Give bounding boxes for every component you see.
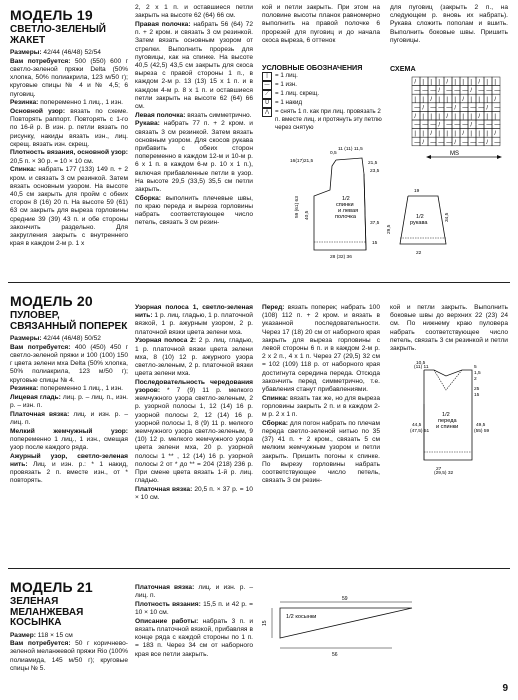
chart-stitch: | bbox=[454, 79, 456, 86]
paragraph bbox=[262, 420, 380, 486]
chart-stitch: / bbox=[462, 96, 465, 103]
paragraph bbox=[135, 486, 253, 502]
paragraph bbox=[135, 584, 253, 600]
paragraph bbox=[135, 112, 253, 120]
chart-stitch: — bbox=[478, 88, 485, 95]
legend-item bbox=[262, 72, 384, 81]
chart-stitch: | bbox=[438, 96, 440, 103]
paragraph-key: Спинка: bbox=[262, 394, 290, 402]
chart-stitch: — bbox=[478, 105, 485, 112]
chart-stitch: — bbox=[462, 122, 469, 129]
paragraph-text: лиц. и изн. р. – лиц. п. bbox=[135, 584, 253, 600]
chart-stitch: / bbox=[446, 114, 449, 120]
dimension-label: 37,5 bbox=[370, 221, 380, 226]
chart-cell bbox=[436, 94, 444, 103]
chart-cell bbox=[420, 129, 428, 138]
paragraph-key: Мелкий жемчужный узор: bbox=[10, 427, 128, 435]
paragraph-key: Вам потребуется: bbox=[10, 57, 75, 65]
model-20-text-2 bbox=[135, 304, 253, 503]
paragraph-text: вязать симметрично. bbox=[187, 111, 252, 119]
chart-stitch: / bbox=[454, 105, 457, 112]
paragraph bbox=[135, 337, 253, 378]
dimension-label: 40,5 bbox=[305, 210, 310, 220]
paragraph bbox=[135, 120, 253, 194]
paragraph-text: 400 (450) 450 г светло-зеленой пряжи и 100 (100) 150 г цвета зелени мха Delta (50% хлопка, 50% полиакрила, 123 м/50 г); круговые спицы № 4. bbox=[10, 343, 128, 384]
dimension-label: 16(17)21,5 bbox=[290, 159, 314, 164]
legend-text: = 1 лиц. bbox=[275, 72, 298, 79]
dimension-label: (29,5) 32 bbox=[434, 471, 454, 476]
paragraph-key: Размер: bbox=[10, 631, 38, 639]
model-19-text-3: кой и петли закрыть. При этом на половине высоты планок равномерно выполнить на правой полочке 6 прорезей для пуговиц и до начала скоса выреза, 6 оттенок bbox=[262, 4, 380, 44]
paragraph-text: выполнить плечевые швы, по краю переда и выреза горловины набрать соответствующее число петель, связать 3 см резин- bbox=[135, 194, 253, 227]
dimension-label: 59 (61) 63 bbox=[295, 196, 300, 218]
chart-stitch: | bbox=[462, 114, 464, 120]
chart-stitch: — bbox=[486, 122, 493, 129]
chart-stitch: — bbox=[446, 105, 453, 112]
chart-stitch: — bbox=[446, 139, 453, 146]
chart-cell bbox=[428, 111, 436, 120]
legend-item bbox=[262, 90, 384, 99]
paragraph bbox=[135, 304, 253, 337]
paragraph-key: Резинка: bbox=[10, 385, 41, 393]
paragraph-key: Последовательность чередования узоров: bbox=[135, 378, 253, 395]
divider bbox=[8, 568, 510, 569]
chart-stitch: / bbox=[454, 139, 457, 146]
legend-symbol-icon: U bbox=[262, 99, 272, 108]
paragraph-text: попеременно 1 лиц., 1 изн. bbox=[40, 99, 123, 107]
paragraph-key: Размеры: bbox=[10, 49, 44, 56]
chart-stitch: / bbox=[430, 131, 433, 138]
dimension-label: 27 bbox=[436, 467, 442, 472]
chart-stitch: — bbox=[462, 139, 469, 146]
chart-stitch: / bbox=[446, 79, 449, 86]
chart-stitch: — bbox=[422, 122, 429, 129]
chart-stitch: — bbox=[494, 122, 501, 129]
scheme-title: СХЕМА bbox=[390, 64, 416, 73]
chart-stitch: / bbox=[478, 79, 481, 86]
legend-list bbox=[262, 72, 384, 132]
paragraph-key: Резинка: bbox=[10, 99, 41, 107]
chart-cell bbox=[484, 94, 492, 103]
paragraph bbox=[10, 632, 128, 640]
legend-symbol-icon: ⋀ bbox=[262, 108, 272, 117]
paragraph-text: лиц. р. – лиц. п., изн. р. – изн. п. bbox=[10, 393, 128, 410]
chart-cell bbox=[452, 94, 460, 103]
dimension-label: 1,5 bbox=[474, 371, 481, 376]
chart-stitch: / bbox=[486, 105, 489, 112]
chart-stitch: — bbox=[478, 139, 485, 146]
chart-cell bbox=[436, 77, 444, 86]
paragraph-key: Описание работы: bbox=[135, 617, 203, 625]
legend-item bbox=[262, 99, 384, 108]
model-19-text-2 bbox=[135, 4, 253, 228]
paragraph bbox=[10, 99, 128, 107]
paragraph bbox=[10, 58, 128, 99]
chart-stitch: | bbox=[422, 131, 424, 138]
chart-stitch: — bbox=[486, 88, 493, 95]
paragraph-text: 42/44 (46/48) 50/52 bbox=[43, 335, 101, 342]
chart-stitch: — bbox=[478, 122, 485, 129]
paragraph-key: Платочная вязка: bbox=[135, 485, 195, 493]
chart-stitch: | bbox=[470, 114, 472, 120]
paragraph-text: вязать поперек; набрать 100 (108) 112 п. + 2 кром. и вязать в указанной последовательности. Через 17 (18) 20 см от наборного края закрыть для выреза горловины с левой стороны 6 п. и в каждом 2-м р. 2 х 2 п., 4 х 1 п. Через 27 (29,5) 32 см = 102 (109) 118 р. от наборного края достигнута середина переда. Отсюда закончить перед симметрично, т.е. убавления станут прибавлениями. bbox=[262, 304, 380, 394]
chart-stitch: / bbox=[422, 105, 425, 112]
model-20-pattern bbox=[410, 356, 510, 476]
chart-cell bbox=[436, 129, 444, 138]
paragraph bbox=[10, 394, 128, 410]
legend-title: УСЛОВНЫЕ ОБОЗНАЧЕНИЯ bbox=[262, 63, 363, 72]
chart-cell bbox=[484, 111, 492, 120]
model-21-pattern bbox=[262, 594, 432, 674]
pattern-label-back: 1/2 спинки и левая полочка bbox=[335, 196, 359, 220]
chart-stitch: — bbox=[446, 88, 453, 95]
dimension-label: 59 bbox=[342, 596, 348, 602]
chart-cell bbox=[452, 77, 460, 86]
chart-stitch: | bbox=[470, 131, 472, 138]
paragraph-text: * 7 (9) 11 р. мелкого жемчужного узора светло-зеленым, 2 р. узорной полосы 1, 12 (14) 16 р. узорной полосы 2, 12 (14) 16 р. узорной полосы 1, 8 (9) 11 р. мелкого жемчужного узора светло-зеленым, 9 (10) 12 р. мелкого жемчужного узора цвета зелени мха, 20 р. узорной полосы 1 ** , 12 (14) 16 р. узорной полосы 2 от * до ** = 204 (218) 236 р. При смене цвета вязать 1-й р. лиц. гладью. bbox=[135, 387, 254, 485]
legend-symbol-icon: — bbox=[262, 81, 272, 90]
paragraph bbox=[135, 601, 253, 617]
chart-stitch: | bbox=[486, 131, 488, 138]
chart-stitch: — bbox=[494, 105, 501, 112]
dimension-label: 2 bbox=[474, 377, 477, 382]
chart-stitch: | bbox=[414, 131, 416, 138]
model-19-col1 bbox=[10, 8, 128, 249]
chart-stitch: / bbox=[494, 96, 497, 103]
paragraph-key: Рукава: bbox=[135, 120, 164, 128]
paragraph-text: попеременно 1 лиц., 1 изн. bbox=[40, 385, 123, 393]
dimension-label: 22 bbox=[416, 251, 422, 256]
model-20-text-1 bbox=[10, 335, 128, 486]
paragraph bbox=[135, 4, 253, 20]
chart-stitch: | bbox=[414, 96, 416, 103]
dimension-label: 44,5 bbox=[412, 423, 422, 428]
chart-stitch: — bbox=[422, 88, 429, 95]
model-19-text-4: для пуговиц (закрыть 2 п., на следующем р. вновь их набрать). Рукава сложить пополам и вшить. Выполнить боковые швы. Пришить пуговицы. bbox=[390, 4, 508, 44]
paragraph bbox=[10, 385, 128, 393]
paragraph bbox=[135, 379, 253, 486]
paragraph-key: Платочная вязка: bbox=[135, 584, 199, 591]
model-21-text-1 bbox=[10, 632, 128, 674]
model-20-title: МОДЕЛЬ 20 bbox=[10, 293, 93, 309]
paragraph-text: 50 г коричнево-зеленой меланжевой пряжи Rio (100% полиамида, 145 м/50 г); круговые спицы № 5. bbox=[10, 640, 129, 672]
chart-stitch: | bbox=[454, 96, 456, 103]
paragraph-text: 1 р. лиц. гладью, 1 р. платочной вязкой, 1 р. ажурным узором, 2 р. платочной вязки цвета зелени мха. bbox=[135, 312, 253, 336]
model-21-col1 bbox=[10, 580, 128, 674]
chart-cell bbox=[420, 77, 428, 86]
legend bbox=[262, 64, 384, 132]
chart-cell bbox=[412, 129, 420, 138]
chart-stitch: | bbox=[430, 79, 432, 86]
paragraph-key: Размеры: bbox=[10, 335, 44, 342]
paragraph-text: 2, 2 х 1 п. и оставшиеся петли закрыть на высоте 62 (64) 66 см. bbox=[135, 4, 253, 20]
dimension-label: 11 (11) 11,5 bbox=[338, 147, 363, 152]
model-19-subtitle: СВЕТЛО-ЗЕЛЕНЫЙ ЖАКЕТ bbox=[10, 24, 106, 46]
chart-stitch: — bbox=[462, 105, 469, 112]
model-20-section bbox=[0, 288, 518, 564]
paragraph bbox=[135, 195, 253, 228]
dimension-label: 29,5 bbox=[387, 224, 392, 234]
paragraph-text: набрать 56 (64) 72 п. + 2 кром. и связать 3 см резинкой. Затем вязать основным узором от стрелки. Выполнить прорезь для пуговицы, как на спинке. На высоте 40,5 (42,5) 43,5 см закрыть для скоса выреза с правой стороны 1 п., в каждом 2-м р. 13 (13) 15 х 1 п. и в каждом 4-м р. 8 х 1 п. и оставшиеся петли закрыть на высоте 62 (64) 66 см. bbox=[135, 20, 253, 110]
dimension-label: 15 bbox=[262, 620, 268, 626]
dimension-label: (55) 59 bbox=[474, 429, 490, 434]
paragraph-text: 15,5 п. и 42 р. = 10 × 10 см. bbox=[135, 600, 253, 617]
chart-stitch: / bbox=[438, 88, 441, 95]
pattern-label-front-back: 1/2 переда и спинки bbox=[436, 412, 459, 430]
paragraph-key: Лицевая гладь: bbox=[10, 393, 63, 401]
paragraph-text: вязать по схеме. Повторять раппорт. Повторять с 1-го по 16-й р. В изн. р. петли вязать по рисунку, накиды вязать изн., лиц. скрещ. вязать изн. скрещ. bbox=[10, 107, 128, 148]
chart-cell bbox=[476, 94, 484, 103]
chart-stitch: | bbox=[462, 79, 464, 86]
chart-stitch: | bbox=[478, 96, 480, 103]
chart-cell bbox=[492, 111, 500, 120]
chart-stitch: | bbox=[486, 114, 488, 120]
paragraph bbox=[10, 335, 128, 343]
paragraph bbox=[262, 395, 380, 420]
chart-stitch: | bbox=[494, 79, 496, 86]
legend-symbol-icon: | bbox=[262, 72, 272, 81]
model-20-text-3 bbox=[262, 304, 380, 486]
chart-stitch: | bbox=[422, 79, 424, 86]
chart-stitch: | bbox=[438, 79, 440, 86]
chart-stitch: | bbox=[486, 96, 488, 103]
dimension-label: 56 bbox=[332, 652, 338, 658]
chart-stitch: — bbox=[470, 105, 477, 112]
dimension-label: 10,5 bbox=[416, 361, 426, 366]
chart-stitch: — bbox=[454, 88, 461, 95]
model-20-col1 bbox=[10, 294, 128, 486]
chart-stitch: — bbox=[430, 139, 437, 146]
chart-stitch: | bbox=[438, 114, 440, 120]
paragraph bbox=[10, 149, 128, 165]
paragraph-key: Основной узор: bbox=[10, 107, 71, 115]
chart-stitch: — bbox=[414, 105, 421, 112]
page-number: 9 bbox=[502, 683, 508, 694]
dimension-label: 0,5 bbox=[330, 151, 337, 156]
paragraph-text: Лиц. и изн. р.: * 1 накид, провязать 2 п. вместе изн., от * повторять. bbox=[10, 461, 128, 485]
dimension-label: 25 bbox=[474, 387, 480, 392]
paragraph-text: набрать 177 (133) 149 п. + 2 кром. и связать 3 см резинкой. Затем вязать основным узором. На высоте 40,5 см закрыть для пройм с обеих сторон 8 (16) 20 п. На высоте 59 (61) 63 см закрыть для вырезa горловины средние 39 (39) 43 п. и обе стороны закончить раздельно. Для закругления закрыть с внутреннего края в каждом 2-м р. 1 х bbox=[10, 166, 128, 248]
dimension-label: 23,5 bbox=[370, 169, 380, 174]
chart-stitch: | bbox=[446, 131, 448, 138]
chart-stitch: / bbox=[414, 79, 417, 86]
chart-cell bbox=[468, 94, 476, 103]
chart-cell bbox=[452, 129, 460, 138]
chart-stitch: | bbox=[454, 114, 456, 120]
model-19-section bbox=[0, 0, 518, 282]
chart-stitch: — bbox=[494, 88, 501, 95]
model-21-subtitle: ЗЕЛЕНАЯ МЕЛАНЖЕВАЯ КОСЫНКА bbox=[10, 596, 84, 628]
chart-stitch: | bbox=[478, 131, 480, 138]
chart-stitch: | bbox=[486, 79, 488, 86]
paragraph-text: 118 × 15 см bbox=[37, 631, 73, 639]
legend-symbol-icon: ⟋ bbox=[262, 90, 272, 99]
chart-stitch: / bbox=[478, 114, 481, 120]
chart-stitch: | bbox=[446, 96, 448, 103]
chart-cell bbox=[428, 77, 436, 86]
paragraph bbox=[10, 453, 128, 486]
paragraph bbox=[10, 640, 128, 673]
paragraph-key: Плотность вязания, основной узор: bbox=[10, 149, 128, 157]
dimension-label: 28 (32) 36 bbox=[330, 255, 352, 260]
chart-stitch: | bbox=[470, 79, 472, 86]
chart-cell bbox=[420, 94, 428, 103]
chart-stitch: / bbox=[422, 139, 425, 146]
paragraph-text: попеременно 1 лиц., 1 изн., смещая узор после каждого ряда. bbox=[10, 435, 128, 452]
chart-stitch: | bbox=[430, 114, 432, 120]
chart-stitch: | bbox=[422, 96, 424, 103]
chart-stitch: — bbox=[414, 139, 421, 146]
paragraph bbox=[10, 428, 128, 453]
chart-cell bbox=[468, 77, 476, 86]
chart-stitch: / bbox=[486, 139, 489, 146]
paragraph-key: Узорная полоса 2: bbox=[135, 337, 199, 345]
chart-stitch: — bbox=[430, 105, 437, 112]
paragraph-text: 20,5 п. × 30 р. = 10 × 10 см. bbox=[10, 157, 94, 165]
paragraph-key: Правая полочка: bbox=[135, 20, 194, 28]
paragraph-text: 20,5 п. × 37 р. = 10 × 10 см. bbox=[135, 485, 253, 502]
paragraph bbox=[10, 166, 128, 248]
paragraph bbox=[10, 108, 128, 149]
chart-cell bbox=[436, 111, 444, 120]
dimension-label: 34,5 bbox=[445, 212, 450, 222]
legend-text: = 1 лиц. скрещ. bbox=[275, 90, 320, 97]
divider bbox=[8, 282, 510, 283]
dimension-label: 21,5 bbox=[368, 161, 378, 166]
chart-stitch: | bbox=[422, 114, 424, 120]
model-21-section bbox=[0, 574, 518, 694]
paragraph bbox=[135, 21, 253, 111]
paragraph-text: лиц. и изн. р. – лиц. п. bbox=[10, 410, 128, 427]
paragraph-key: Сборка: bbox=[262, 419, 290, 427]
paragraph-text: для погон набрать по плечам переда светло-зеленой нитью по 35 (37) 41 п. + 2 кром., связать 5 см мелким жемчужным узором и петли закрыть. Пришить погоны к спинке. По вырезу горловины набрать соответствующее число петель, связать 3 см резин- bbox=[262, 419, 380, 485]
paragraph-text: 500 (550) 600 г светло-зеленой пряжи Delta (50% хлопка, 50% полиакрила, 123 м/50 г); круговые спицы № 4 и № 4,5; 6 пуговиц. bbox=[10, 57, 128, 98]
model-19-pattern bbox=[290, 140, 460, 280]
paragraph-text: набрать 77 п. + 2 кром. и связать 3 см резинкой. Затем вязать основным узором. Для скосов рукава прибавить с обеих сторон попеременно в каждом 12-м и 10-м р. 6 х 1 п. в каждом 6-м р. 10 х 1 п.), включая прибавленные петли в узор. На высоте 29,5 (33,5) 35,5 см петли закрыть. bbox=[135, 120, 253, 193]
paragraph-key: Вам потребуется: bbox=[10, 640, 76, 648]
pattern-label-scarf: 1/2 косынки bbox=[286, 614, 317, 620]
paragraph bbox=[10, 344, 128, 385]
chart-cell bbox=[484, 129, 492, 138]
paragraph bbox=[262, 304, 380, 394]
paragraph-key: Вам потребуется: bbox=[10, 343, 75, 351]
legend-text: = 1 накид bbox=[275, 99, 303, 106]
chart-stitch: / bbox=[414, 114, 417, 120]
dimension-label: (47,5) 51 bbox=[410, 429, 430, 434]
chart-cell bbox=[468, 111, 476, 120]
chart-stitch: — bbox=[494, 139, 501, 146]
paragraph-key: Спинка: bbox=[10, 166, 39, 174]
chart-cell bbox=[460, 111, 468, 120]
paragraph-text: набрать 3 п. и вязать платочной вязкой, прибавляя в конце ряда с каждой стороны по 1 п. = 183 п. Через 34 см от наборного края все петли закрыть. bbox=[135, 617, 253, 658]
chart-stitch: — bbox=[462, 88, 469, 95]
chart-cell bbox=[492, 77, 500, 86]
chart-cell bbox=[460, 77, 468, 86]
chart-stitch: — bbox=[454, 122, 461, 129]
chart-cell bbox=[420, 111, 428, 120]
model-21-text-2 bbox=[135, 584, 253, 659]
chart-stitch: | bbox=[470, 96, 472, 103]
dimension-label: 19 bbox=[414, 189, 420, 194]
paragraph-key: Перед: bbox=[262, 304, 288, 311]
chart-stitch: / bbox=[430, 96, 433, 103]
chart-stitch: / bbox=[438, 122, 441, 129]
chart-stitch: / bbox=[494, 131, 497, 138]
dimension-label: 15 bbox=[474, 393, 480, 398]
paragraph-key: Левая полочка: bbox=[135, 111, 188, 119]
chart-cell bbox=[468, 129, 476, 138]
scheme-label: MS bbox=[450, 151, 459, 157]
paragraph-text: 2 р. лиц. гладью, 1 р. платочной вязки цвета зелени мха, 8 (10) 12 р. ажурного узора светло-зеленым, 2 р. платочной вязки цвета зелени мха. bbox=[135, 337, 253, 378]
chart-stitch: / bbox=[470, 88, 473, 95]
chart-stitch: — bbox=[414, 122, 421, 129]
model-19-title: МОДЕЛЬ 19 bbox=[10, 7, 93, 23]
paragraph-key: Ажурный узор, светло-зеленая нить: bbox=[10, 452, 128, 469]
chart-stitch: | bbox=[494, 114, 496, 120]
chart-cell bbox=[484, 77, 492, 86]
paragraph bbox=[135, 618, 253, 659]
pattern-label-sleeve: 1/2 рукава bbox=[410, 214, 428, 226]
model-19-text-1 bbox=[10, 49, 128, 248]
chart-stitch: — bbox=[414, 88, 421, 95]
paragraph-key: Плотность вязания: bbox=[135, 600, 204, 608]
legend-item bbox=[262, 81, 384, 90]
chart-stitch: | bbox=[438, 131, 440, 138]
model-20-text-4: кой и петли закрыть. Выполнить боковые швы до верхних 22 (23) 24 см. По нижнему краю пуловера набрать соответствующее число петель, связать 3 см резинкой и петли закрыть. bbox=[390, 304, 508, 353]
chart-stitch: — bbox=[430, 88, 437, 95]
chart-stitch: / bbox=[462, 131, 465, 138]
model-21-title: МОДЕЛЬ 21 bbox=[10, 579, 93, 595]
paragraph bbox=[10, 49, 128, 57]
dimension-label: 5 bbox=[474, 365, 477, 370]
chart-stitch: / bbox=[470, 122, 473, 129]
legend-text: = снять 1 п. как при лиц. провязать 2 п. вместе лиц. и протянуть эту петлю через снятую bbox=[275, 108, 382, 131]
legend-text: = 1 изн. bbox=[275, 81, 297, 88]
chart-cell bbox=[452, 111, 460, 120]
chart-stitch: — bbox=[438, 105, 445, 112]
chart-stitch: | bbox=[454, 131, 456, 138]
chart-stitch: — bbox=[470, 139, 477, 146]
model-20-subtitle: ПУЛОВЕР, СВЯЗАННЫЙ ПОПЕРЕК bbox=[10, 310, 128, 332]
paragraph-key: Узорная полоса 1, светло-зеленая нить: bbox=[135, 304, 253, 320]
chart-cell bbox=[476, 129, 484, 138]
chart-cell bbox=[412, 94, 420, 103]
chart-stitch: — bbox=[430, 122, 437, 129]
paragraph-key: Сборка: bbox=[135, 194, 166, 202]
paragraph-text: вязать так же, но для выреза горловины закрыть 2 п. и в каждом 2-м р. 2 х 1 п. bbox=[262, 394, 380, 419]
paragraph-text: 42/44 (46/48) 52/54 bbox=[43, 49, 101, 56]
paragraph bbox=[10, 411, 128, 427]
chart-stitch: — bbox=[438, 139, 445, 146]
chart-stitch: — bbox=[446, 122, 453, 129]
paragraph-key: Платочная вязка: bbox=[10, 410, 74, 418]
dimension-label: 49,5 bbox=[476, 423, 486, 428]
legend-item bbox=[262, 108, 384, 132]
dimension-label: (11) 11 bbox=[414, 365, 429, 370]
dimension-label: 15 bbox=[372, 241, 378, 246]
chart-cell bbox=[444, 129, 452, 138]
chart-cell bbox=[444, 94, 452, 103]
